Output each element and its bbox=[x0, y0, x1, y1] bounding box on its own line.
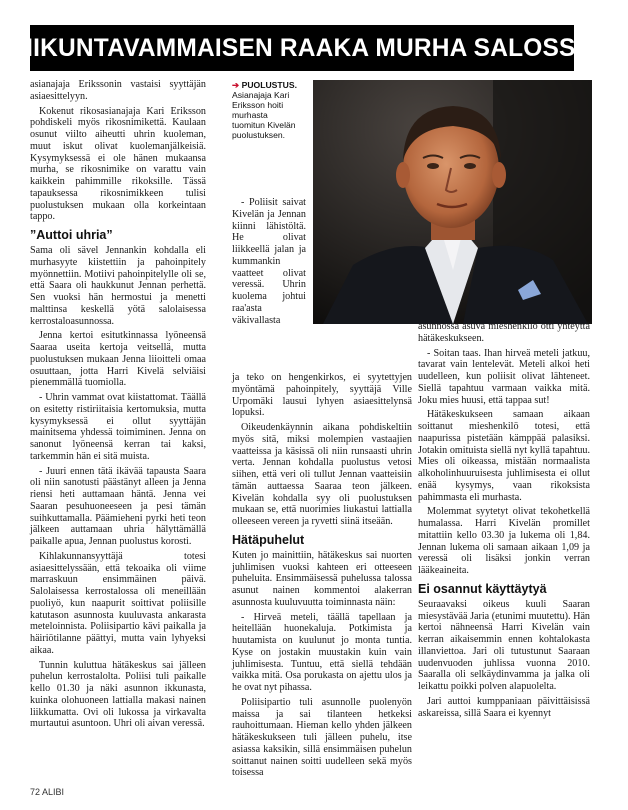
paragraph: - Uhrin vammat ovat kiistattomat. Täällä on esitetty ristiriitaisia kertomuksia, mutta kysymyksessä ei ollut syyttäjän mainitsema yhdessä toimiminen. Jenna on sanonut lyöneensä kerran tai kaksi, tarkemmin hän ei sitä muista. bbox=[30, 392, 206, 462]
paragraph: Oikeudenkäynnin aikana pohdiskeltiin myös sitä, miksi molempien vastaajien vaatteissa ja käsissä oli niin runsaasti uhrin verta. Jennan kohdalla puolustus vetosi siihen, että veri oli tullut Jennan vaatteisiin tämän auttaessa Saaraa teon jälkeen. Kivelän kohdalla syy oli puolustuksen mukaan se, että nuorimies liukastui lattialla olleeseen vereen ja ryvetti siinä itseään. bbox=[232, 422, 412, 527]
paragraph: - Poliisit saivat Kivelän ja Jennan kiinni lähistöltä. He olivat liikkeellä jalan ja kummankin vaatteet olivat veressä. Uhrin kuolema johtui raa'asta väkivallasta bbox=[232, 197, 306, 326]
paragraph: asunnossa asuva mieshenkilö otti yhteyttä hätäkeskukseen. bbox=[418, 321, 590, 344]
paragraph: Hätäkeskukseen samaan aikaan soittanut mieshenkilö totesi, että naapurissa pistetään kämppää palasiksi. Jotakin omituista siellä nyt kyllä tapahtuu. Mies oli oikeassa, mistään normaalista alkoholinhuuruisesta juhlimisesta ei ollut enää kysymys, vaan rikoksista pahimmasta eli murhasta. bbox=[418, 409, 590, 503]
paragraph: Kihlakunnansyyttäjä totesi asiaesittelyssään, että tekoaika oli viime marraskuun ensimmäinen päivä. Salolaisessa kerrostalossa oli meneillään puoliyö, kun naapurit soittivat poliisille katutason asunnosta kuuluvasta ankarasta meteloinnista. Poliisipartio kävi paikalla ja häiriötilanne päättyi, mutta vain lyhyeksi aikaa. bbox=[30, 550, 206, 656]
paragraph: asianajaja Erikssonin vastaisi syyttäjän asiaesittelyyn. bbox=[30, 79, 206, 102]
paragraph: - Juuri ennen tätä ikävää tapausta Saara oli niin sanotusti päästänyt alleen ja Jenna riensi heti auttamaan häntä. Jenna vei Saaran pesuhuoneeseen ja pesi tämän suihkuttamalla. Päämieheni pyrki heti teon jälkeen auttamaan uhria hälyttämällä paikalle apua, Jennan puolustus korosti. bbox=[30, 465, 206, 547]
paragraph: Tunnin kuluttua hätäkeskus sai jälleen puhelun kerrostalolta. Poliisi tuli paikalle kello 01.30 ja näki asunnon ikkunasta, kuinka olohuoneen lattialla makasi nainen liikkumatta. Ovi oli lukossa ja virkavalta murtautui asuntoon. Uhri oli aivan veressä. bbox=[30, 659, 206, 730]
paragraph: Seuraavaksi oikeus kuuli Saaran miesystävää Jaria (etunimi muutettu). Hän kertoi nähneensä Harri Kivelän vain kerran aikaisemmin ennen kohtalokasta illanviettoa. Jari oli tutustunut Saaraan uudenvuoden juhlissa vuonna 2010. Saaralla oli selkäydinvamma ja jalka oli leikattu poikki polven alapuolelta. bbox=[418, 598, 590, 692]
paragraph: Molemmat syytetyt olivat tekohetkellä humalassa. Harri Kivelän promillet mitattiin kello 03.30 ja lukema oli 1,84. Jennan lukema oli samaan aikaan 1,09 ja veressä oli lisäksi jonkin verran lääkeaineita. bbox=[418, 506, 590, 576]
page-footer: 72 ALIBI bbox=[30, 787, 65, 797]
paragraph: - Soitan taas. Ihan hirveä meteli jatkuu, tavarat vain lentelevät. Meteli alkoi heti uudelleen, kun poliisit olivat lähteneet. Siellä tapahtuu varmaan vaikka mitä. Joku mies huusi, että tappaa sut! bbox=[418, 347, 590, 406]
paragraph: Kokenut rikosasianajaja Kari Eriksson pohdiskeli myös rikosnimikettä. Kaulaan osunut viilto aiheutti uhrin kuoleman, muut iskut olivat kuolemanjälkeisiä. Kysymyksessä ei ole hänen mukaansa murha, se rikosnimike on varattu vain kaikkein pahimmille rikoksille. Tässä tapauksessa rikosnimikkeen tulisi puolustuksen mukaan olla korkeintaan tappo. bbox=[30, 105, 206, 223]
article-column-1 bbox=[30, 79, 206, 733]
paragraph: Sama oli sävel Jennankin kohdalla eli murhasyyte kiistettiin ja pahoinpitely myönnettiin. Motiivi pahoinpitelylle oli se, että Saara oli haukkunut Jennan perhettä. Sen vuoksi hän hermostui ja menetti malttinsa keskellä yötä salolaisessa kerrostaloasunnossa. bbox=[30, 245, 206, 327]
paragraph: Jari auttoi kumppaniaan päivittäisissä askareissa, sillä Saara ei kyennyt bbox=[418, 695, 590, 719]
headline: LIIKUNTAVAMMAISEN RAAKA MURHA SALOSSA bbox=[10, 33, 594, 62]
headline-banner bbox=[10, 25, 594, 71]
paragraph: Kuten jo mainittiin, hätäkeskus sai nuorten juhlimisen vuoksi kahteen eri otteeseen puheluita. Ensimmäisessä puhelussa talossa asunut nainen kommentoi alakerran asunnosta kuuluvuutta toiminnasta näin: bbox=[232, 549, 412, 608]
lawyer-photo bbox=[313, 80, 592, 324]
lawyer-portrait-image bbox=[313, 80, 592, 324]
paragraph: ja teko on hengenkirkos, ei syytettyjen myöntämä pahoinpitely, syyttäjä Ville Urpomäki lausui lyhyen asiaesittelynsä lopuksi. bbox=[232, 372, 412, 419]
subheading: ”Auttoi uhria” bbox=[30, 228, 113, 242]
article-column-2-narrow bbox=[232, 197, 306, 329]
paragraph: Jenna kertoi esitutkinnassa lyöneensä Saaraa useita kertoja veitsellä, mutta puolustuksen mukaan Jenna liioitteli omaa osuuttaan, jotta Harri Kivelä selviäisi pienemmällä tuomiolla. bbox=[30, 330, 206, 389]
article-column-3 bbox=[418, 321, 590, 722]
arrow-icon: ➔ bbox=[232, 80, 240, 90]
photo-caption bbox=[232, 80, 302, 140]
article-column-2 bbox=[232, 372, 412, 782]
caption-lead: PUOLUSTUS. bbox=[241, 80, 297, 90]
paragraph: Poliisipartio tuli asunnolle puolenyön maissa ja sai tilanteen hetkeksi rauhoittumaan. Hieman kello yhden jälkeen hätäkeskukseen tuli jälleen puhelu, itse asiassa kaksikin, sillä ensimmäisen puhelun soittanut nainen soitti uudelleen sekä myös toisessa bbox=[232, 696, 412, 779]
subheading: Hätäpuhelut bbox=[232, 532, 305, 547]
subheading: Ei osannut käyttäytyä bbox=[418, 581, 547, 596]
caption-text: Asianajaja Kari Eriksson hoiti murhasta tuomitun Kivelän puolustuksen. bbox=[232, 90, 296, 140]
paragraph: - Hirveä meteli, täällä tapellaan ja heitellään huonekaluja. Potkimista ja huutamista on kuulunut jo monta tuntia. Kyse on jostakin muustakin kuin vain juhlimisesta. Tuntuu, että siellä tehdään vaikka mitä. Osa porukasta on ajettu ulos ja he ovat nyt pihassa. bbox=[232, 611, 412, 693]
